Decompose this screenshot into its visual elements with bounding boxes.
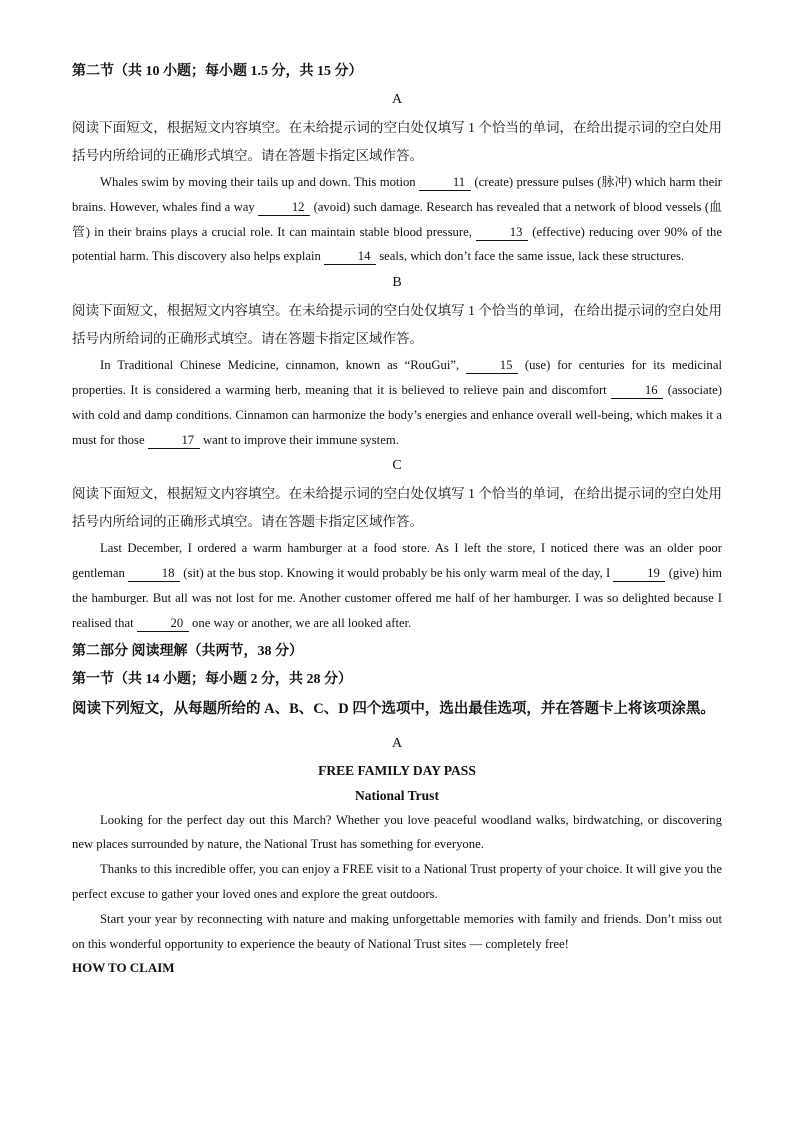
reading-a-letter: A [391,735,403,751]
passage-text: In Traditional Chinese Medicine, cinnamon, known as “RouGui”, [100,358,467,373]
passage-text: (associate) with cold and damp conditions. Cinnamon can harmonize the body’s energies and enhance overall well-being, which makes it a must for those [72,382,723,447]
how-to-claim-heading: HOW TO CLAIM [72,960,175,976]
passage-text: seals, which don’t face the same issue, lack these structures. [376,249,685,264]
answer-blank[interactable]: 14 [324,248,376,265]
passage-text: (use) for centuries for its medicinal properties. It is considered a warming herb, meaning that it is believed to relieve pain and discomfort [72,358,722,397]
cloze-passages [72,86,722,636]
passage-letter: B [392,275,402,291]
passage-letter: A [391,92,403,107]
reading-a-paragraph-3: Start your year by reconnecting with nature and making unforgettable memories with family and friends. Don’t miss out on this wonderful opportunity to experience the beauty of National Trust sites — completely free! [72,911,722,951]
passage-text: one way or another, we are all looked after. [188,615,412,630]
answer-blank[interactable]: 13 [476,224,528,241]
passage-instruction: 阅读下面短文，根据短文内容填空。在未给提示词的空白处仅填写 1 个恰当的单词，在给出提示词的空白处用括号内所给词的正确形式填空。请在答题卡指定区域作答。 [72,303,722,347]
passage-text: (create) pressure pulses (脉冲) which harm their brains. However, whales find a way [72,175,722,214]
reading-a-subtitle: National Trust [355,787,439,803]
answer-blank[interactable]: 19 [613,565,665,582]
passage-text: (give) him the hamburger. But all was not lost for me. Another customer offered me half of her hamburger. I was so delighted because I realised that [72,566,722,630]
answer-blank[interactable]: 15 [466,357,518,374]
answer-blank[interactable]: 16 [611,382,663,399]
passage-letter: C [392,458,402,474]
reading-a-title: FREE FAMILY DAY PASS [318,762,476,778]
reading-a-paragraph-1: Looking for the perfect day out this March? Whether you love peaceful woodland walks, birdwatching, or discovering new places surrounded by nature, the National Trust has something for everyone. [72,812,722,852]
answer-blank[interactable]: 12 [258,199,310,216]
passage-paragraph [72,170,722,269]
reading-a-paragraph-2: Thanks to this incredible offer, you can enjoy a FREE visit to a National Trust property of your choice. It will give you the perfect excuse to gather your loved ones and explore the great outdoors. [72,862,722,901]
passage-text: (effective) reducing over 90% of the potential harm. This discovery also helps explain [72,224,722,264]
part-2-title: 第二部分 阅读理解（共两节，38 分） [72,643,303,659]
passage-text: want to improve their immune system. [199,432,399,447]
passage-text: Last December, I ordered a warm hamburger at a food store. As I left the store, I noticed there was an older poor gentleman [72,541,722,581]
passage-instruction: 阅读下面短文，根据短文内容填空。在未给提示词的空白处仅填写 1 个恰当的单词，在给出提示词的空白处用括号内所给词的正确形式填空。请在答题卡指定区域作答。 [72,486,722,530]
answer-blank[interactable]: 18 [128,565,180,582]
exam-page [72,58,722,980]
passage-paragraph [72,536,722,635]
answer-blank[interactable]: 20 [137,615,189,632]
passage-instruction: 阅读下面短文，根据短文内容填空。在未给提示词的空白处仅填写 1 个恰当的单词，在给出提示词的空白处用括号内所给词的正确形式填空。请在答题卡指定区域作答。 [72,120,722,163]
passage-paragraph [72,353,722,452]
passage-text: (avoid) such damage. Research has revealed that a network of blood vessels (血管) in their brains plays a crucial role. It can maintain stable blood pressure, [72,199,722,239]
section-2-title: 第二节（共 10 小题；每小题 1.5 分，共 15 分） [72,64,363,79]
answer-blank[interactable]: 11 [419,174,471,191]
passage-text: Whales swim by moving their tails up and down. This motion [100,175,420,189]
answer-blank[interactable]: 17 [148,432,200,449]
part-2-section-1-title: 第一节（共 14 小题；每小题 2 分，共 28 分） [72,671,352,687]
part-2-instruction: 阅读下列短文，从每题所给的 A、B、C、D 四个选项中，选出最佳选项，并在答题卡上将该项涂黑。 [72,700,715,717]
passage-text: (sit) at the bus stop. Knowing it would probably be his only warm meal of the day, I [180,566,614,581]
